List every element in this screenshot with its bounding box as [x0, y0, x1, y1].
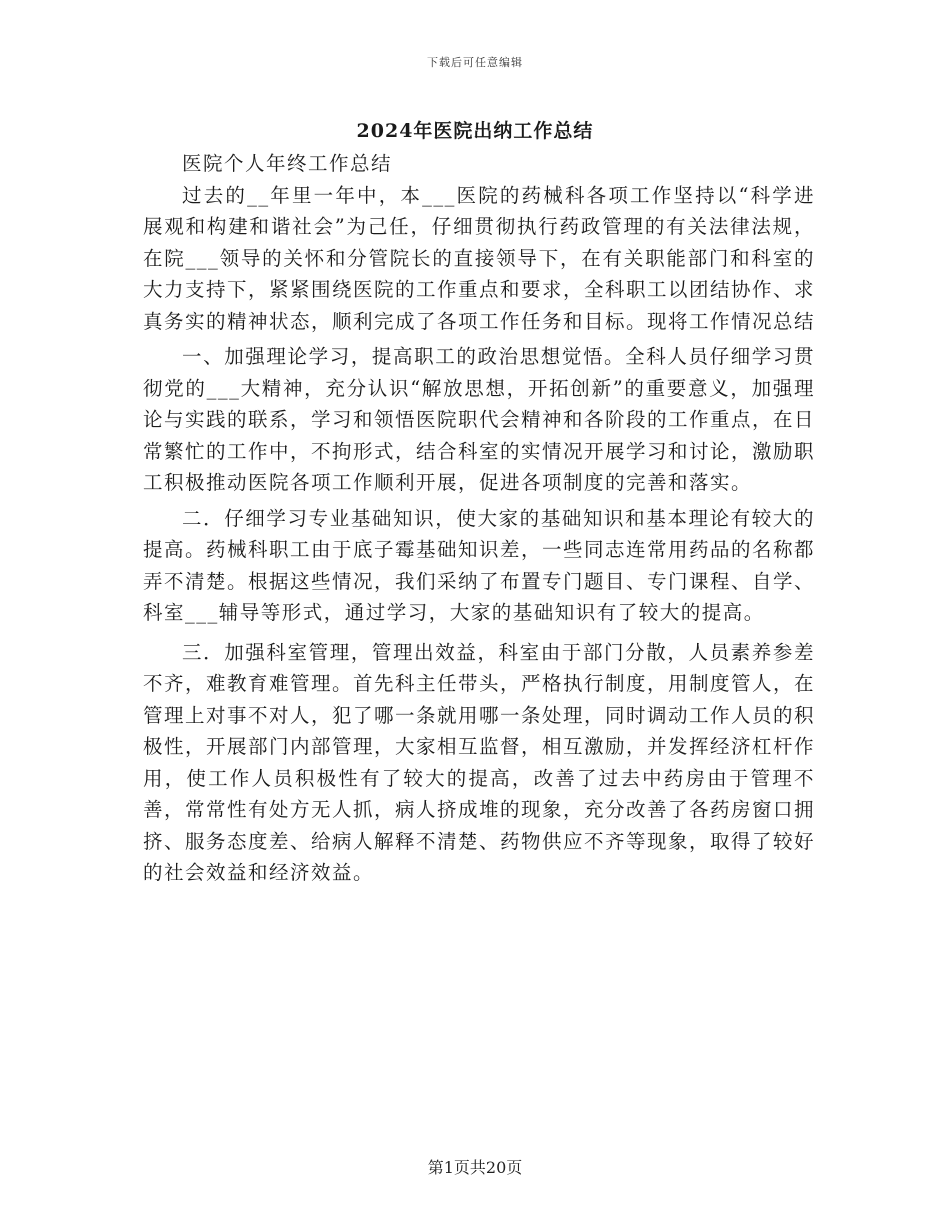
page-header-note: 下载后可任意编辑	[427, 56, 523, 69]
document-title: 2024年医院出纳工作总结	[356, 120, 594, 142]
paragraph-subtitle: 医院个人年终工作总结	[182, 152, 393, 175]
paragraph-section-1: 一、加强理论学习，提高职工的政治思想觉悟。全科人员仔细学习贯彻党的___大精神，充分认识“解放思想，开拓创新”的重要意义，加强理论与实践的联系，学习和领悟医院职代会精神和各阶段的工作重点，在日常繁忙的工作中，不拘形式，结合科室的实情况开展学习和讨论，激励职工积极推动医院各项工作顺利开展，促进各项制度的完善和落实。	[143, 345, 816, 494]
page-number-indicator: 第1页共20页	[427, 1158, 523, 1177]
document-body	[143, 148, 815, 889]
paragraph-section-2: 二．仔细学习专业基础知识，使大家的基础知识和基本理论有较大的提高。药械科职工由于底子霉基础知识差，一些同志连常用药品的名称都弄不清楚。根据这些情况，我们采纳了布置专门题目、专门课程、自学、科室___辅导等形式，通过学习，大家的基础知识有了较大的提高。	[143, 506, 816, 624]
paragraph-section-3: 三．加强科室管理，管理出效益，科室由于部门分散，人员素养参差不齐，难教育难管理。首先科主任带头，严格执行制度，用制度管人，在管理上对事不对人，犯了哪一条就用哪一条处理，同时调动工作人员的积极性，开展部门内部管理，大家相互监督，相互激励，并发挥经济杠杆作用，使工作人员积极性有了较大的提高，改善了过去中药房由于管理不善，常常性有处方无人抓，病人挤成堆的现象，充分改善了各药房窗口拥挤、服务态度差、给病人解释不清楚、药物供应不齐等现象，取得了较好的社会效益和经济效益。	[143, 640, 816, 884]
paragraph-intro: 过去的__年里一年中，本___医院的药械科各项工作坚持以“科学进展观和构建和谐社会”为己任，仔细贯彻执行药政管理的有关法律法规，在院___领导的关怀和分管院长的直接领导下，在有关职能部门和科室的大力支持下，紧紧围绕医院的工作重点和要求，全科职工以团结协作、求真务实的精神状态，顺利完成了各项工作任务和目标。现将工作情况总结	[143, 183, 816, 333]
